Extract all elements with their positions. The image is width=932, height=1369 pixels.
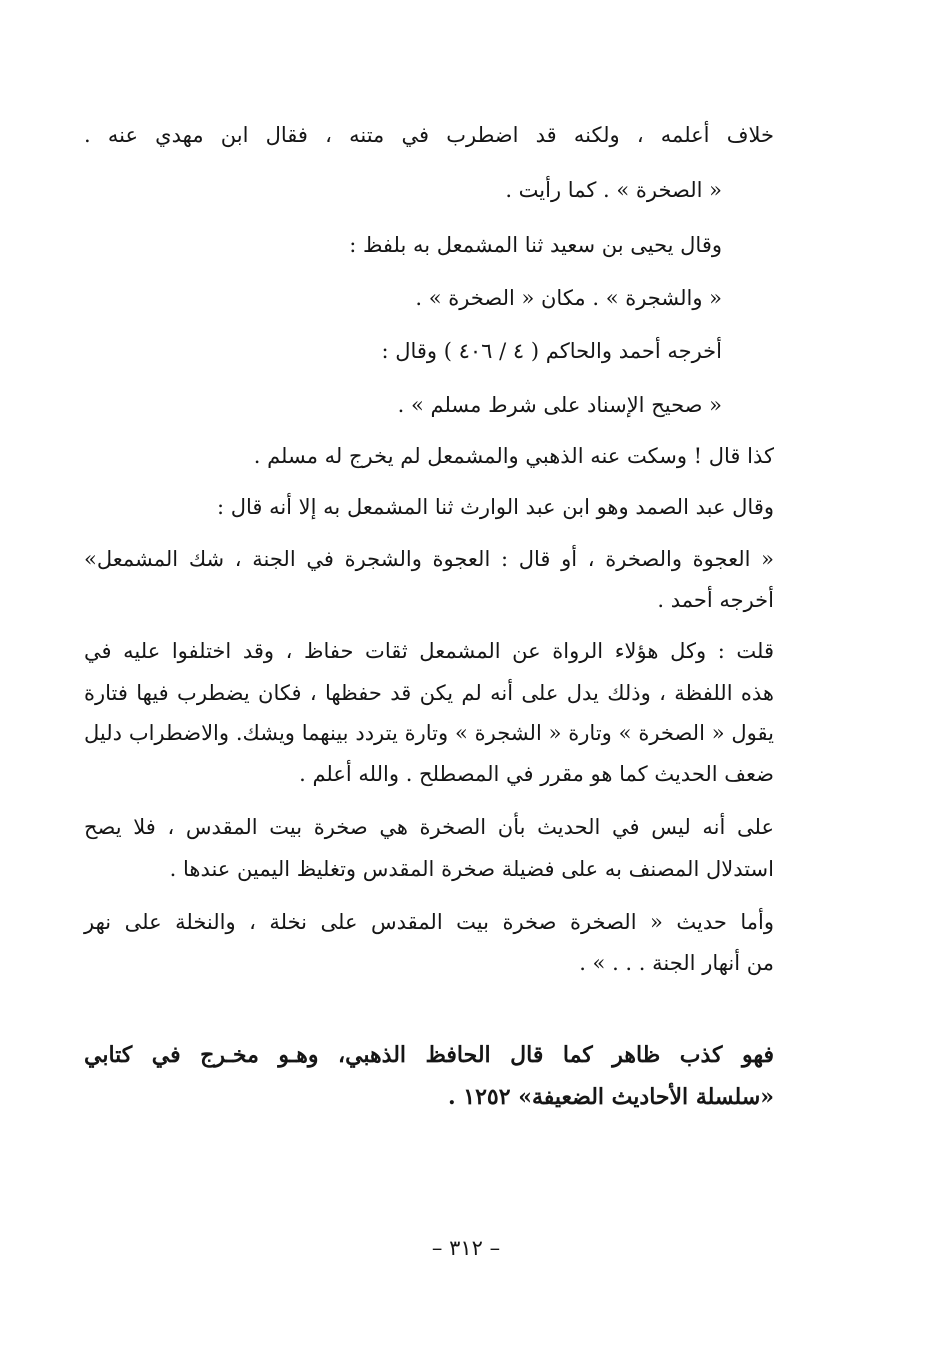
text-line: كذا قال ! وسكت عنه الذهبي والمشمعل لم يخرج له مسلم .	[253, 444, 774, 468]
text-line: « الصخرة » . كما رأيت .	[505, 178, 722, 202]
bold-text-line: «سلسلة الأحاديث الضعيفة» ١٢٥٢ .	[447, 1084, 774, 1110]
text-line: « والشجرة » . مكان « الصخرة » .	[415, 286, 722, 310]
page-number: – ٣١٢ –	[431, 1236, 501, 1260]
text-line: هذه اللفظة ، وذلك يدل على أنه لم يكن قد حفظها ، فكان يضطرب فيها فتارة	[84, 681, 774, 705]
text-line: وأما حديث « الصخرة صخرة بيت المقدس على نخلة ، والنخلة على نهر	[84, 910, 774, 934]
text-line: يقول « الصخرة » وتارة « الشجرة » وتارة يتردد بينهما ويشك. والاضطراب دليل	[84, 721, 774, 745]
text-line: على أنه ليس في الحديث بأن الصخرة هي صخرة بيت المقدس ، فلا يصح	[84, 815, 774, 839]
text-line: ضعف الحديث كما هو مقرر في المصطلح . والله أعلم .	[299, 762, 774, 786]
text-line: أخرجه أحمد والحاكم ( ٤ / ٤٠٦ ) وقال :	[381, 339, 722, 363]
text-line: خلاف أعلمه ، ولكنه قد اضطرب في متنه ، فقال ابن مهدي عنه .	[84, 123, 774, 147]
text-line: « العجوة والصخرة ، أو قال : العجوة والشجرة في الجنة ، شك المشمعل»	[84, 547, 774, 571]
text-line: وقال عبد الصمد وهو ابن عبد الوارث ثنا المشمعل به إلا أنه قال :	[216, 495, 774, 519]
text-line: قلت : وكل هؤلاء الرواة عن المشمعل ثقات حفاظ ، وقد اختلفوا عليه في	[84, 639, 774, 663]
text-line: استدلال المصنف به على فضيلة صخرة المقدس وتغليظ اليمين عندها .	[169, 857, 774, 881]
text-line: « صحيح الإسناد على شرط مسلم » .	[397, 393, 722, 417]
bold-text-line: فهو كذب ظاهر كما قال الحافظ الذهبي، وهـو مخـرج في كتابي	[84, 1042, 774, 1068]
text-line: من أنهار الجنة . . . » .	[579, 951, 774, 975]
text-line: أخرجه أحمد .	[657, 588, 774, 612]
text-line: وقال يحيى بن سعيد ثنا المشمعل به بلفظ :	[349, 233, 722, 257]
